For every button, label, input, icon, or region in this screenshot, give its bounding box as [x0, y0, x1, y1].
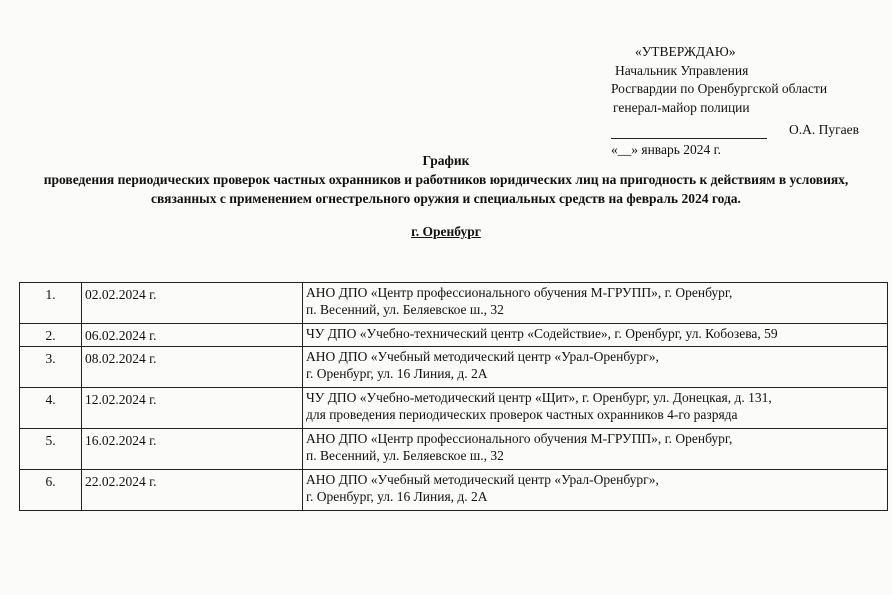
approver-rank: генерал-майор полиции — [613, 99, 750, 115]
table-row — [20, 429, 888, 470]
row-date: 06.02.2024 г. — [82, 324, 303, 347]
table-row — [20, 470, 888, 511]
row-date: 02.02.2024 г. — [82, 283, 303, 324]
document-title-block — [20, 151, 872, 241]
row-date: 08.02.2024 г. — [82, 347, 303, 388]
approver-organization: Росгвардии по Оренбургской области — [611, 81, 828, 96]
signer-name: О.А. Пугаев — [789, 121, 860, 137]
row-date: 22.02.2024 г. — [82, 470, 303, 511]
row-number: 5. — [20, 429, 82, 470]
schedule-table — [19, 282, 888, 511]
approval-date: «__» январь 2024 г. — [611, 142, 722, 157]
signature-blank — [611, 124, 767, 139]
table-row — [20, 388, 888, 429]
row-place: ЧУ ДПО «Учебно-технический центр «Содействие», г. Оренбург, ул. Кобозева, 59 — [303, 324, 888, 347]
table-row — [20, 283, 888, 324]
row-date: 16.02.2024 г. — [82, 429, 303, 470]
document-title: График — [422, 153, 470, 168]
row-place: АНО ДПО «Центр профессионального обучения М-ГРУПП», г. Оренбург, п. Весенний, ул. Беляевское ш., 32 — [303, 429, 888, 470]
row-number: 4. — [20, 388, 82, 429]
row-date: 12.02.2024 г. — [82, 388, 303, 429]
table-row — [20, 324, 888, 347]
row-number: 6. — [20, 470, 82, 511]
row-place: АНО ДПО «Центр профессионального обучения М-ГРУПП», г. Оренбург, п. Весенний, ул. Беляевское ш., 32 — [303, 283, 888, 324]
row-place: АНО ДПО «Учебный методический центр «Урал-Оренбург», г. Оренбург, ул. 16 Линия, д. 2А — [303, 347, 888, 388]
approval-header: «УТВЕРЖДАЮ» — [635, 44, 736, 59]
city-heading: г. Оренбург — [411, 224, 481, 239]
row-place: ЧУ ДПО «Учебно-методический центр «Щит», г. Оренбург, ул. Донецкая, д. 131, для проведения периодических проверок частных охранников 4-го разряда — [303, 388, 888, 429]
document-subtitle: проведения периодических проверок частных охранников и работников юридических лиц на пригодность к действиям в условиях, связанных с применением огнестрельного оружия и специальных средств на февраль 2024 года. — [43, 172, 849, 206]
table-row — [20, 347, 888, 388]
row-number: 2. — [20, 324, 82, 347]
approval-block — [611, 43, 881, 160]
row-number: 3. — [20, 347, 82, 388]
signature-line — [611, 119, 881, 139]
approver-position: Начальник Управления — [615, 62, 749, 78]
row-place: АНО ДПО «Учебный методический центр «Урал-Оренбург», г. Оренбург, ул. 16 Линия, д. 2А — [303, 470, 888, 511]
row-number: 1. — [20, 283, 82, 324]
